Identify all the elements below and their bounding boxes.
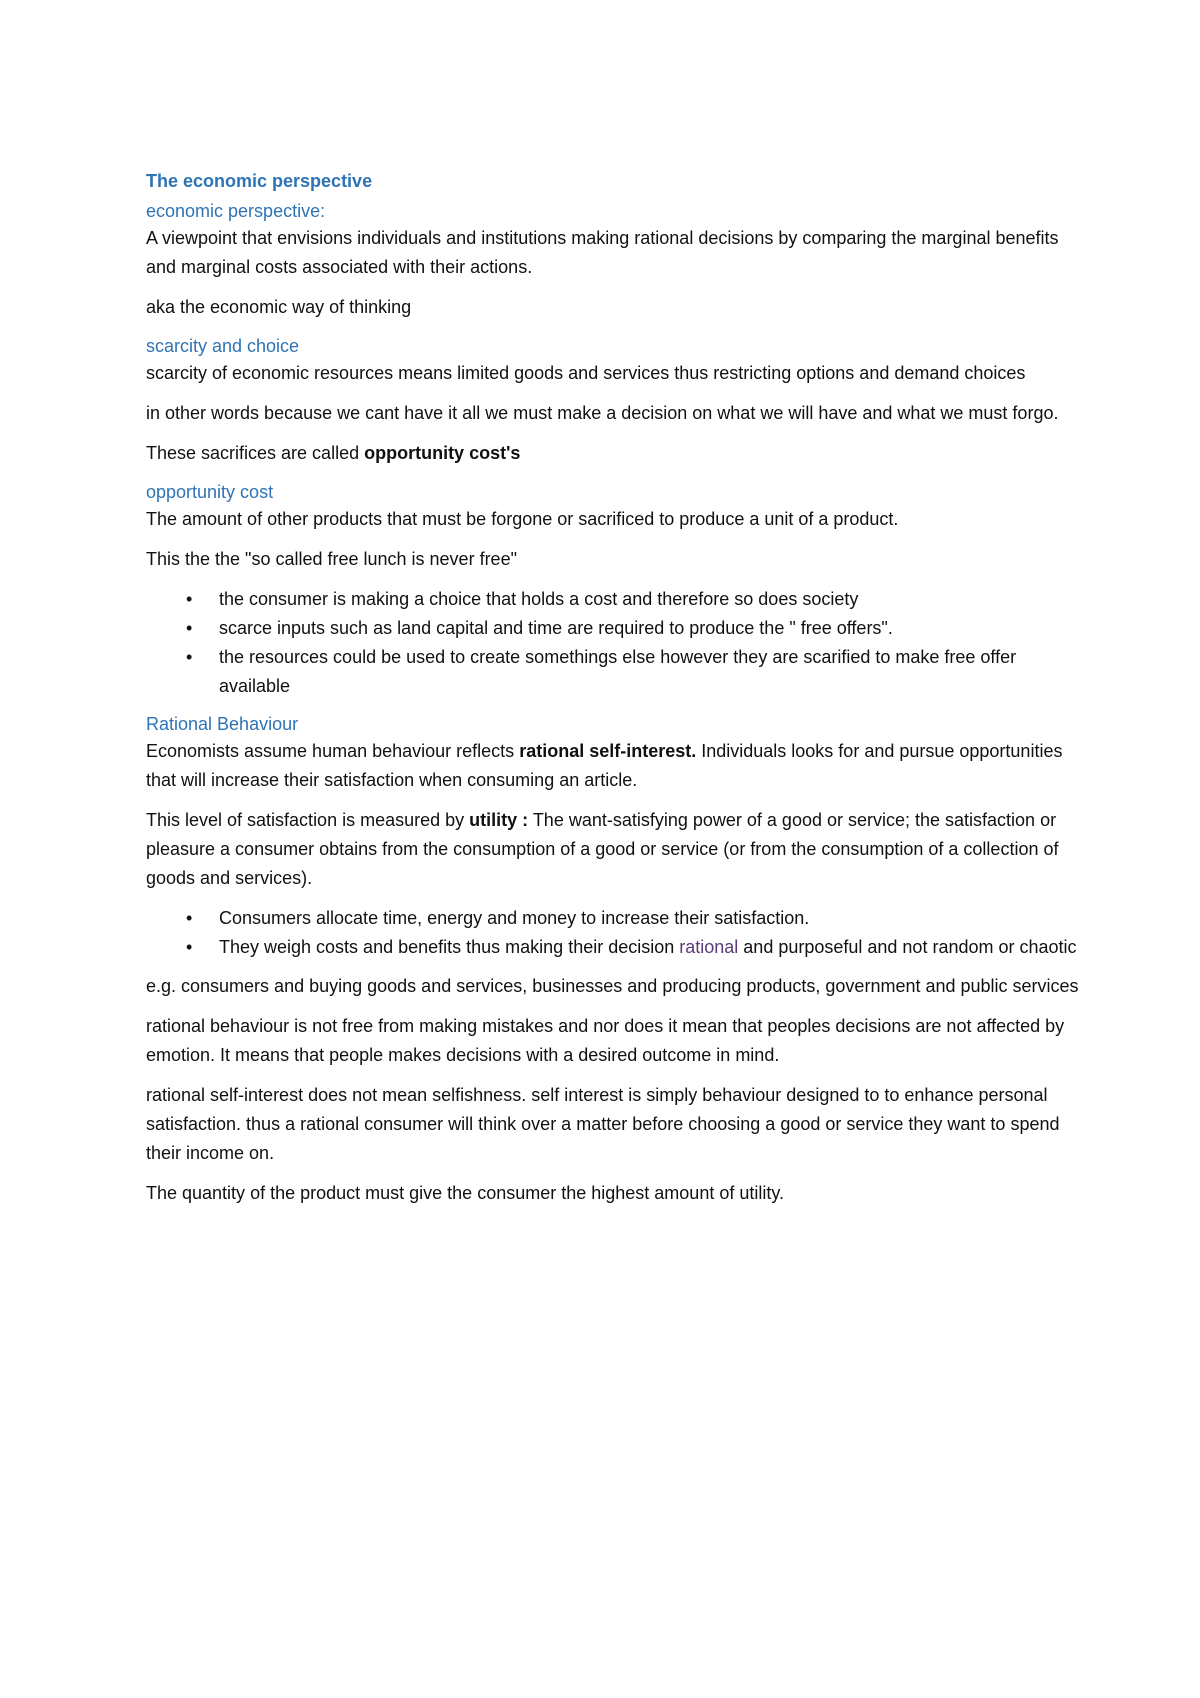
opportunity-cost-bold: opportunity cost's bbox=[364, 443, 521, 463]
list-item-text: the resources could be used to create somethings else however they are scarified to make free offer available bbox=[219, 647, 1017, 696]
utility-paragraph bbox=[146, 806, 1080, 893]
sacrifices-text: These sacrifices are called bbox=[146, 443, 365, 463]
utility-bold: utility : bbox=[469, 810, 529, 830]
heading-scarcity-and-choice: scarcity and choice bbox=[146, 336, 300, 356]
bullet-icon: • bbox=[186, 618, 193, 638]
other-words-paragraph: in other words because we cant have it all we must make a decision on what we will have and what we must forgo. bbox=[146, 403, 1059, 423]
list-item-text: the consumer is making a choice that holds a cost and therefore so does society bbox=[219, 589, 859, 609]
selfishness-paragraph: rational self-interest does not mean selfishness. self interest is simply behaviour designed to to enhance personal satisfaction. thus a rational consumer will think over a matter before choosing a good or service they want to spend their income on. bbox=[146, 1085, 1060, 1163]
bullet-icon: • bbox=[186, 937, 193, 957]
bullet-icon: • bbox=[186, 908, 193, 928]
definition-paragraph: A viewpoint that envisions individuals and institutions making rational decisions by comparing the marginal benefits and marginal costs associated with their actions. bbox=[146, 228, 1059, 277]
list-item-text: Consumers allocate time, energy and money to increase their satisfaction. bbox=[219, 908, 810, 928]
list-item-text-pre: They weigh costs and benefits thus making their decision bbox=[219, 937, 680, 957]
opportunity-cost-bullets bbox=[146, 585, 1080, 701]
self-interest-text-pre: Economists assume human behaviour reflects bbox=[146, 741, 520, 761]
bullet-icon: • bbox=[186, 647, 193, 667]
list-item-text-post: and purposeful and not random or chaotic bbox=[738, 937, 1077, 957]
list-item-text: scarce inputs such as land capital and time are required to produce the " free offers". bbox=[219, 618, 893, 638]
mistakes-paragraph: rational behaviour is not free from making mistakes and nor does it mean that peoples decisions are not affected by emotion. It means that people makes decisions with a desired outcome in mind. bbox=[146, 1016, 1065, 1065]
opportunity-cost-definition: The amount of other products that must be forgone or sacrificed to produce a unit of a product. bbox=[146, 509, 899, 529]
list-item bbox=[146, 933, 1080, 962]
utility-text-post: The want-satisfying power of a good or service; the satisfaction or pleasure a consumer obtains from the consumption of a good or service (or from the consumption of a collection of goods and services). bbox=[146, 810, 1059, 888]
utility-text-pre: This level of satisfaction is measured by bbox=[146, 810, 470, 830]
list-item bbox=[146, 614, 1080, 643]
scarcity-paragraph: scarcity of economic resources means limited goods and services thus restricting options and demand choices bbox=[146, 363, 1026, 383]
subheading-economic-perspective: economic perspective: bbox=[146, 201, 326, 221]
self-interest-text-post: Individuals looks for and pursue opportunities that will increase their satisfaction when consuming an article. bbox=[146, 741, 1063, 790]
quantity-paragraph: The quantity of the product must give the consumer the highest amount of utility. bbox=[146, 1183, 785, 1203]
rational-accent-word: rational bbox=[679, 937, 739, 957]
list-item bbox=[146, 643, 1080, 701]
heading-rational-behaviour: Rational Behaviour bbox=[146, 714, 299, 734]
aka-paragraph: aka the economic way of thinking bbox=[146, 297, 412, 317]
document-title: The economic perspective bbox=[146, 171, 373, 191]
self-interest-paragraph bbox=[146, 737, 1080, 795]
rational-self-interest-bold: rational self-interest. bbox=[519, 741, 697, 761]
rational-behaviour-bullets bbox=[146, 904, 1080, 962]
examples-paragraph: e.g. consumers and buying goods and services, businesses and producing products, government and public services bbox=[146, 976, 1079, 996]
list-item bbox=[146, 904, 1080, 933]
bullet-icon: • bbox=[186, 589, 193, 609]
sacrifices-paragraph bbox=[146, 439, 1080, 468]
free-lunch-paragraph: This the the "so called free lunch is never free" bbox=[146, 549, 517, 569]
list-item bbox=[146, 585, 1080, 614]
heading-opportunity-cost: opportunity cost bbox=[146, 482, 274, 502]
